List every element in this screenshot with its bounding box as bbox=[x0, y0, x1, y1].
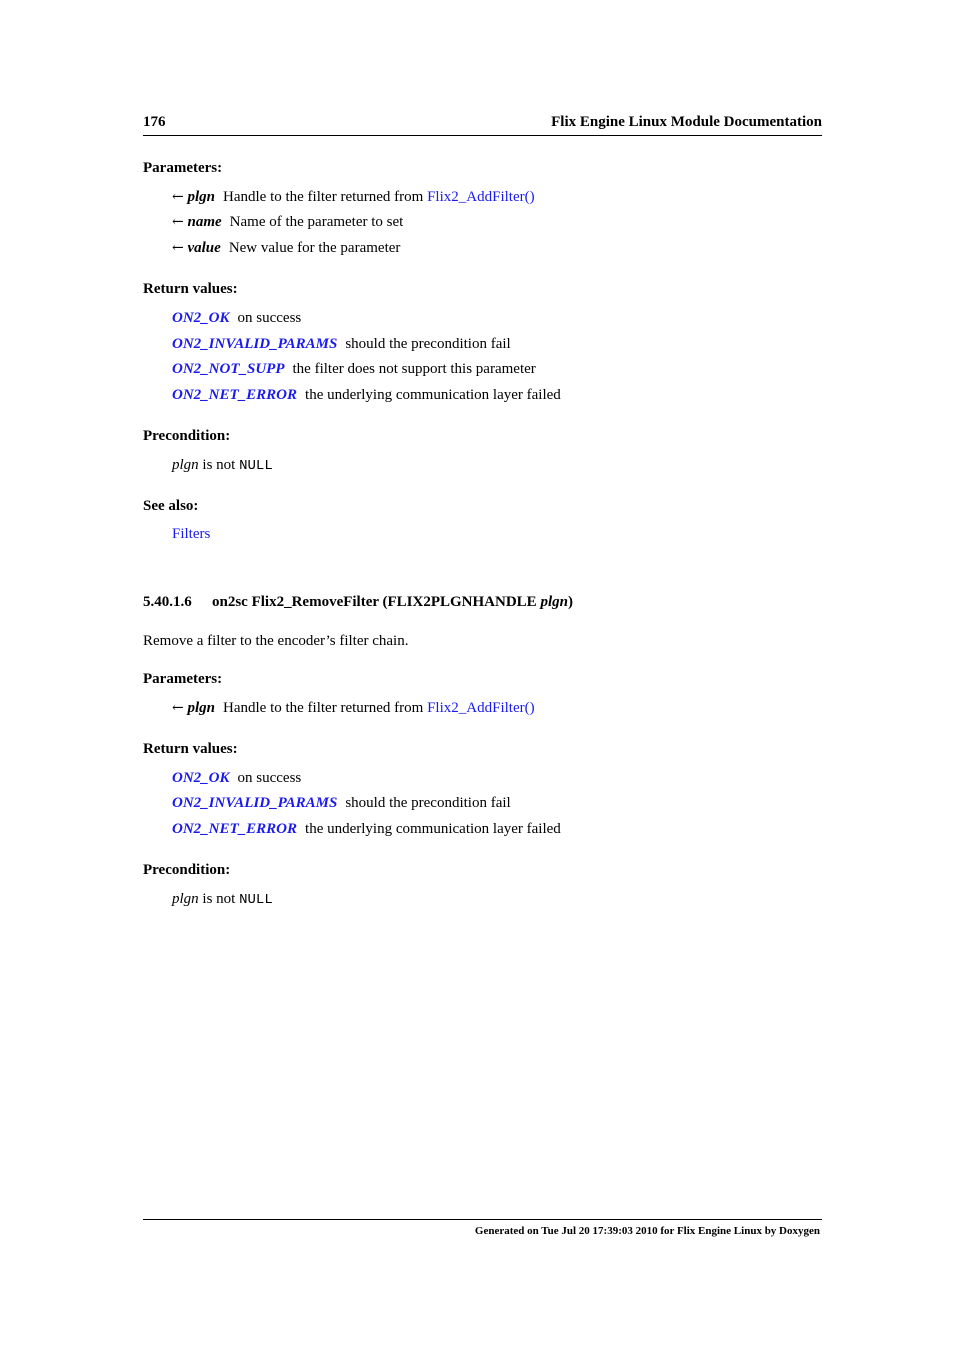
input-arrow-icon: ← bbox=[172, 240, 184, 256]
param-name: value bbox=[187, 240, 221, 256]
flix2-addfilter-link[interactable]: Flix2_AddFilter() bbox=[427, 700, 535, 716]
precondition-connector: is not bbox=[198, 891, 240, 907]
input-arrow-icon: ← bbox=[172, 700, 184, 716]
filters-link[interactable]: Filters bbox=[172, 526, 211, 542]
precondition-var: plgn bbox=[172, 457, 199, 473]
input-arrow-icon: ← bbox=[172, 214, 184, 230]
return-description: the filter does not support this parameter bbox=[292, 361, 536, 377]
return-row bbox=[172, 821, 561, 838]
page-number: 176 bbox=[143, 114, 166, 130]
param-name: plgn bbox=[187, 189, 215, 205]
return-row bbox=[172, 795, 511, 812]
return-description: should the precondition fail bbox=[345, 336, 511, 352]
param-name: name bbox=[187, 214, 222, 230]
precondition-connector: is not bbox=[198, 457, 240, 473]
precondition-heading: Precondition: bbox=[143, 862, 231, 878]
footer-divider bbox=[143, 1219, 822, 1220]
param-row bbox=[172, 189, 535, 206]
precondition-value: NULL bbox=[239, 892, 273, 908]
return-description: on success bbox=[237, 310, 302, 326]
return-description: should the precondition fail bbox=[345, 795, 511, 811]
parameters-heading: Parameters: bbox=[143, 160, 223, 176]
see-also-row bbox=[172, 526, 210, 543]
section-number: 5.40.1.6 bbox=[143, 594, 192, 610]
return-code-link[interactable]: ON2_OK bbox=[172, 310, 230, 326]
return-description: on success bbox=[237, 770, 302, 786]
param-name: plgn bbox=[187, 700, 215, 716]
precondition-value: NULL bbox=[239, 458, 273, 474]
section-signature-close: ) bbox=[567, 594, 573, 610]
param-row bbox=[172, 700, 535, 717]
document-title: Flix Engine Linux Module Documentation bbox=[551, 114, 822, 130]
return-row bbox=[172, 336, 511, 353]
param-description: Handle to the filter returned from bbox=[223, 700, 428, 716]
return-code-link[interactable]: ON2_NOT_SUPP bbox=[172, 361, 285, 377]
precondition-text bbox=[172, 457, 273, 474]
see-also-heading: See also: bbox=[143, 498, 199, 514]
param-row bbox=[172, 240, 400, 257]
param-row bbox=[172, 214, 403, 231]
return-description: the underlying communication layer failed bbox=[305, 821, 561, 837]
return-code-link[interactable]: ON2_INVALID_PARAMS bbox=[172, 795, 338, 811]
section-signature: on2sc Flix2_RemoveFilter (FLIX2PLGNHANDLE bbox=[212, 594, 541, 610]
return-values-heading: Return values: bbox=[143, 281, 238, 297]
param-description: New value for the parameter bbox=[228, 240, 401, 256]
return-row bbox=[172, 310, 301, 327]
input-arrow-icon: ← bbox=[172, 189, 184, 205]
return-row bbox=[172, 770, 301, 787]
return-row bbox=[172, 361, 536, 378]
precondition-var: plgn bbox=[172, 891, 199, 907]
return-code-link[interactable]: ON2_NET_ERROR bbox=[172, 821, 298, 837]
parameters-heading: Parameters: bbox=[143, 671, 223, 687]
param-description: Handle to the filter returned from bbox=[223, 189, 428, 205]
precondition-text bbox=[172, 891, 273, 908]
return-code-link[interactable]: ON2_OK bbox=[172, 770, 230, 786]
return-code-link[interactable]: ON2_INVALID_PARAMS bbox=[172, 336, 338, 352]
param-description: Name of the parameter to set bbox=[229, 214, 404, 230]
section-description: Remove a filter to the encoder’s filter chain. bbox=[143, 633, 409, 649]
flix2-addfilter-link[interactable]: Flix2_AddFilter() bbox=[427, 189, 535, 205]
section-title bbox=[143, 594, 573, 611]
footer-text: Generated on Tue Jul 20 17:39:03 2010 for Flix Engine Linux by Doxygen bbox=[474, 1225, 820, 1237]
return-description: the underlying communication layer failed bbox=[305, 387, 561, 403]
precondition-heading: Precondition: bbox=[143, 428, 231, 444]
header-divider bbox=[143, 135, 822, 136]
return-values-heading: Return values: bbox=[143, 741, 238, 757]
section-signature-param: plgn bbox=[540, 594, 568, 610]
return-code-link[interactable]: ON2_NET_ERROR bbox=[172, 387, 298, 403]
return-row bbox=[172, 387, 561, 404]
